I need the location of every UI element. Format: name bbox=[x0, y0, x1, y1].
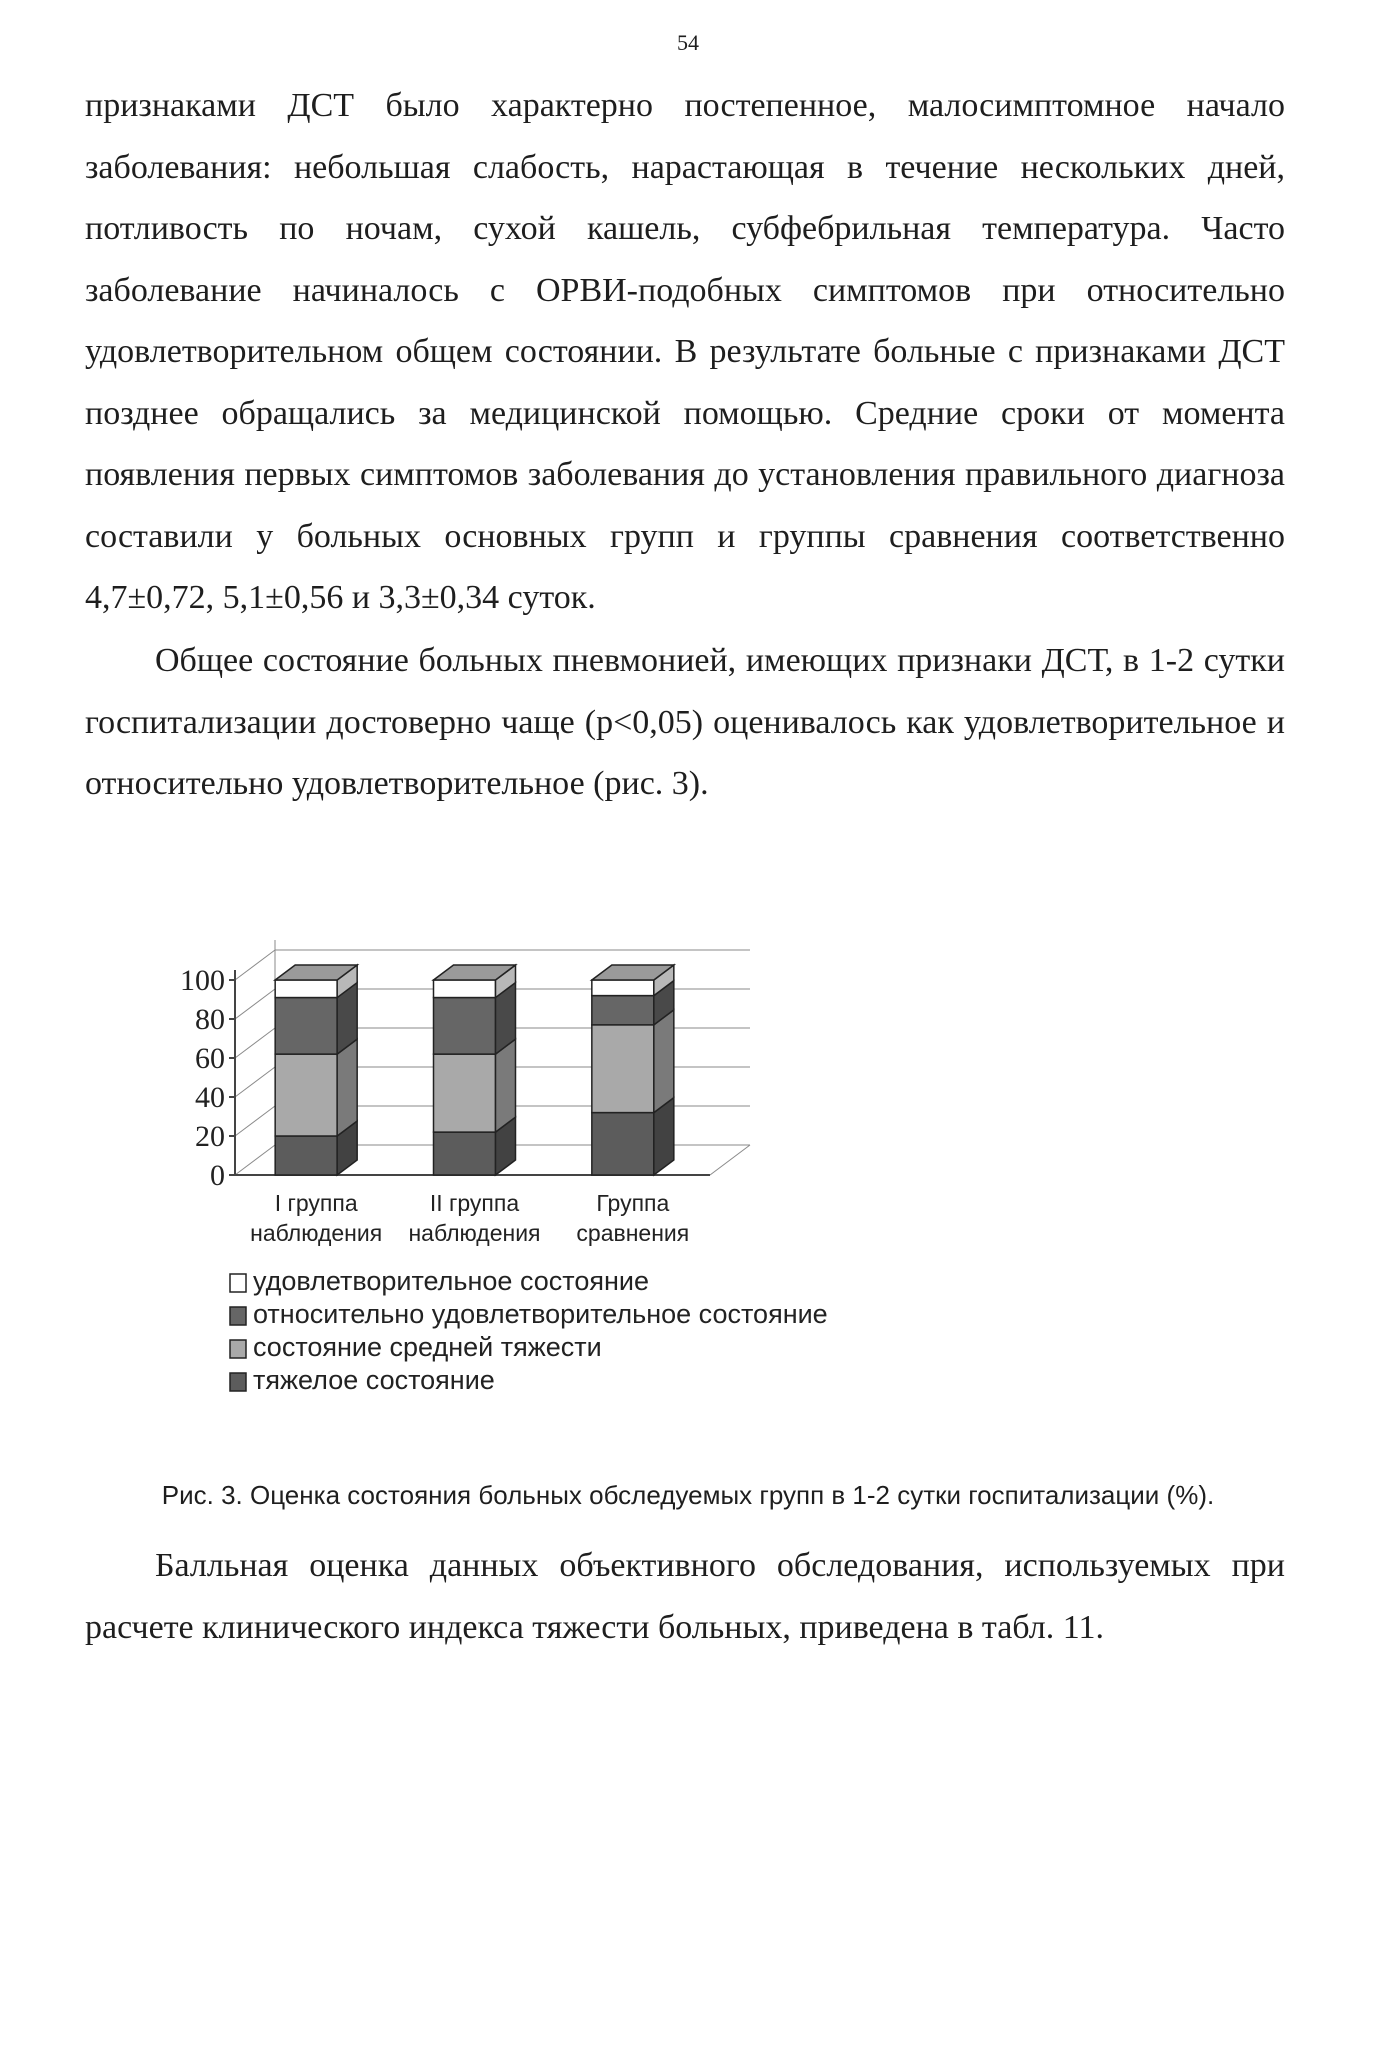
page-number: 54 bbox=[677, 30, 699, 55]
y-tick-label: 100 bbox=[180, 964, 225, 997]
grid-depth-line bbox=[235, 989, 275, 1019]
stacked-bar-chart bbox=[140, 860, 960, 1420]
bar-segment bbox=[434, 1132, 496, 1175]
y-tick-label: 20 bbox=[195, 1120, 225, 1153]
grid-depth-line bbox=[235, 1067, 275, 1097]
bar-segment bbox=[434, 1054, 496, 1132]
paragraph-2: Общее состояние больных пневмонией, имеющих признаки ДСТ, в 1-2 сутки госпитализации достоверно чаще (p<0,05) оценивалось как удовлетворительное и относительно удовлетворительное (рис. 3). bbox=[85, 642, 1285, 802]
bar-segment bbox=[275, 998, 337, 1055]
bar-segment-side bbox=[654, 1010, 674, 1113]
x-tick-label: Группа bbox=[596, 1190, 670, 1216]
legend-entry: удовлетворительное состояние bbox=[253, 1266, 649, 1296]
legend-swatch bbox=[230, 1340, 246, 1358]
bar-segment bbox=[434, 980, 496, 998]
grid-depth-line bbox=[235, 1145, 275, 1175]
y-tick-label: 80 bbox=[195, 1003, 225, 1036]
bar-segment bbox=[592, 996, 654, 1025]
bar-segment bbox=[592, 1113, 654, 1175]
grid-depth-line bbox=[235, 1106, 275, 1136]
x-tick-label: II группа bbox=[429, 1190, 520, 1216]
bar-segment-side bbox=[496, 1039, 516, 1132]
paragraph-3: Балльная оценка данных объективного обследования, используемых при расчете клинического индекса тяжести больных, приведена в табл. 11. bbox=[85, 1547, 1285, 1646]
y-tick-label: 60 bbox=[195, 1042, 225, 1075]
legend-swatch bbox=[230, 1307, 246, 1325]
bar-segment bbox=[275, 1136, 337, 1175]
x-tick-label: наблюдения bbox=[250, 1220, 383, 1246]
bar-segment bbox=[275, 1054, 337, 1136]
grid-depth-line bbox=[235, 1028, 275, 1058]
x-tick-label: сравнения bbox=[576, 1220, 690, 1246]
legend-swatch bbox=[230, 1373, 246, 1391]
legend-swatch bbox=[230, 1274, 246, 1292]
y-tick-label: 0 bbox=[210, 1159, 225, 1192]
bar-segment bbox=[592, 980, 654, 996]
bar-segment-side bbox=[337, 1039, 357, 1136]
bar-segment bbox=[592, 1025, 654, 1113]
figure-caption: Рис. 3. Оценка состояния больных обследуемых групп в 1-2 сутки госпитализации (%). bbox=[161, 1480, 1215, 1510]
paragraph-1: признаками ДСТ было характерно постепенное, малосимптомное начало заболевания: небольшая слабость, нарастающая в течение нескольких дней, потливость по ночам, сухой кашель, субфебрильная температура. Часто заболевание начиналось с ОРВИ-подобных симптомов при относительно удовлетворительном общем состоянии. В результате больные с признаками ДСТ позднее обращались за медицинской помощью. Средние сроки от момента появления первых симптомов заболевания до установления правильного диагноза составили у больных основных групп и группы сравнения соответственно 4,7±0,72, 5,1±0,56 и 3,3±0,34 суток. bbox=[85, 87, 1285, 616]
figure-3 bbox=[140, 860, 960, 1420]
x-tick-label: I группа bbox=[274, 1190, 358, 1216]
y-tick-label: 40 bbox=[195, 1081, 225, 1114]
grid-depth-line bbox=[235, 950, 275, 980]
bar-segment bbox=[434, 998, 496, 1055]
bar-segment bbox=[275, 980, 337, 998]
legend-entry: относительно удовлетворительное состояние bbox=[253, 1299, 828, 1329]
floor-edge bbox=[710, 1145, 750, 1175]
x-tick-label: наблюдения bbox=[408, 1220, 541, 1246]
legend-entry: состояние средней тяжести bbox=[253, 1332, 602, 1362]
legend-entry: тяжелое состояние bbox=[253, 1365, 495, 1395]
